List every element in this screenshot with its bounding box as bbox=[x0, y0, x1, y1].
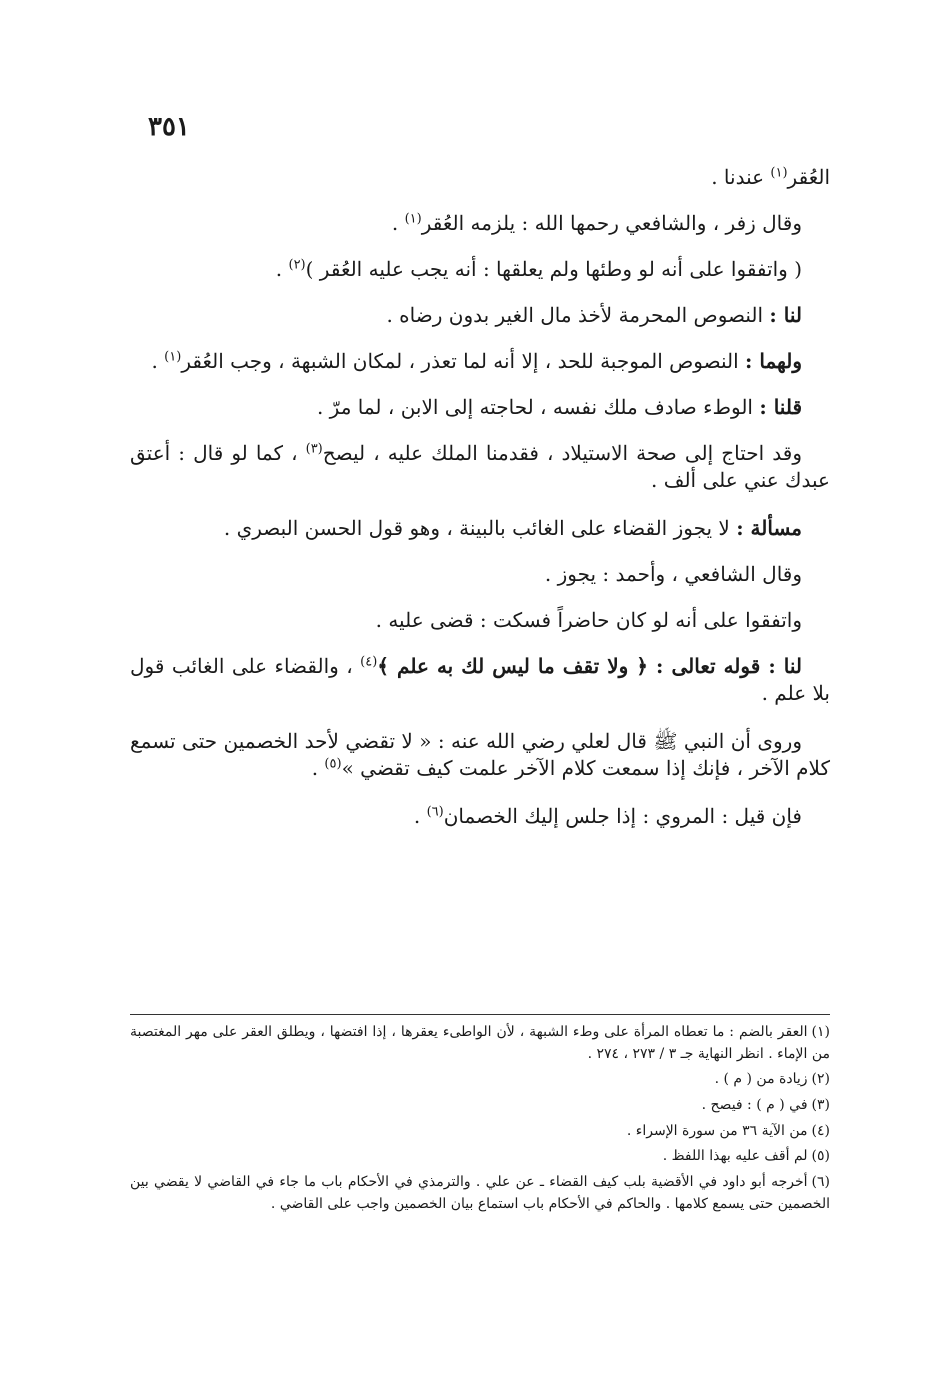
paragraph bbox=[130, 256, 830, 283]
quran-verse: قوله تعالى : ﴿ ولا تقف ما ليس لك به علم ﴾ bbox=[377, 654, 769, 678]
footnote bbox=[130, 1095, 830, 1117]
footnote bbox=[130, 1172, 830, 1215]
paragraph bbox=[130, 302, 830, 329]
paragraph-text: وقال الشافعي ، وأحمد : يجوز . bbox=[544, 562, 802, 586]
paragraph-text: ( واتفقوا على أنه لو وطئها ولم يعلقها : أنه يجب عليه العُقر ) bbox=[305, 257, 802, 281]
paragraph-tail: . bbox=[311, 756, 325, 780]
footnote bbox=[130, 1146, 830, 1168]
paragraph-tail: . bbox=[391, 211, 405, 235]
paragraph bbox=[130, 394, 830, 421]
footnote-number: (٦) bbox=[811, 1174, 830, 1191]
paragraph-text: واتفقوا على أنه لو كان حاضراً فسكت : قضى عليه . bbox=[375, 608, 802, 632]
footnote-ref: (١) bbox=[404, 211, 422, 227]
footnote-number: (٣) bbox=[811, 1097, 830, 1114]
paragraph-text: الوطء صادف ملك نفسه ، لحاجته إلى الابن ، لما مرّ . bbox=[316, 395, 760, 419]
paragraph bbox=[130, 210, 830, 237]
footnote bbox=[130, 1121, 830, 1143]
footnote-text: أخرجه أبو داود في الأقضية بلب كيف القضاء ـ عن علي . والترمذي في الأحكام باب ما جاء في القاضي لا يقضي بين الخصمين حتى يسمع كلامها . والحاكم في الأحكام باب استماع بيان الخصمين واجب على القاضي . bbox=[130, 1174, 830, 1212]
footnote-text: لم أقف عليه بهذا اللفظ . bbox=[662, 1148, 808, 1165]
footnote-ref: (٢) bbox=[288, 257, 306, 273]
footnote-ref: (١) bbox=[164, 349, 182, 365]
footnote-ref: (٤) bbox=[360, 654, 378, 670]
footnote-number: (٢) bbox=[811, 1071, 830, 1088]
footnote-number: (٤) bbox=[811, 1122, 830, 1139]
paragraph-lead: لنا : bbox=[768, 654, 802, 678]
paragraph-lead: ولهما : bbox=[745, 349, 802, 373]
footnote-number: (٥) bbox=[811, 1148, 830, 1165]
paragraph bbox=[130, 653, 830, 707]
paragraph-tail: . bbox=[151, 349, 165, 373]
footnote bbox=[130, 1069, 830, 1091]
paragraph-text: وقد احتاج إلى صحة الاستيلاد ، فقدمنا الملك عليه ، ليصح bbox=[322, 441, 802, 465]
paragraph-lead: مسألة : bbox=[736, 516, 802, 540]
paragraph-text: النصوص المحرمة لأخذ مال الغير بدون رضاه . bbox=[386, 303, 770, 327]
paragraph bbox=[130, 607, 830, 634]
paragraph-text: العُقر bbox=[787, 165, 830, 189]
paragraph-lead: قلنا : bbox=[759, 395, 802, 419]
paragraph bbox=[130, 728, 830, 782]
page-number: ٣٥١ bbox=[148, 112, 190, 142]
paragraph-tail: . bbox=[275, 257, 289, 281]
paragraph bbox=[130, 440, 830, 494]
paragraph bbox=[130, 561, 830, 588]
paragraph-text: لا يجوز القضاء على الغائب بالبينة ، وهو قول الحسن البصري . bbox=[223, 516, 737, 540]
paragraph bbox=[130, 803, 830, 830]
footnote-ref: (٥) bbox=[324, 756, 342, 772]
paragraph-tail: عندنا . bbox=[711, 165, 771, 189]
paragraph-tail: ، كما لو قال : أعتق عبدك عني على ألف . bbox=[130, 441, 830, 492]
footnote-text: العقر بالضم : ما تعطاه المرأة على وطء الشبهة ، لأن الواطىء يعقرها ، إذا افتضها ، ويطلق العقر على مهر المغتصبة من الإماء . انظر النهاية جـ ٣ / ٢٧٣ ، ٢٧٤ . bbox=[130, 1024, 830, 1062]
paragraph-text: وقال زفر ، والشافعي رحمها الله : يلزمه العُقر bbox=[421, 211, 802, 235]
paragraph-text: وروى أن النبي ﷺ قال لعلي رضي الله عنه : « لا تقضي لأحد الخصمين حتى تسمع كلام الآخر ، فإنك إذا سمعت كلام الآخر علمت كيف تقضي » bbox=[130, 729, 830, 780]
footnote bbox=[130, 1022, 830, 1065]
paragraph bbox=[130, 164, 830, 191]
paragraph-tail: ، والقضاء على الغائب قول بلا علم . bbox=[130, 654, 830, 705]
footnote-text: من الآية ٣٦ من سورة الإسراء . bbox=[626, 1122, 808, 1139]
paragraph-tail: . bbox=[413, 804, 427, 828]
footnote-text: زيادة من ( م ) . bbox=[714, 1071, 808, 1088]
footnotes bbox=[130, 1022, 830, 1220]
footnote-separator bbox=[130, 1014, 830, 1015]
footnote-ref: (٦) bbox=[426, 804, 444, 820]
paragraph-lead: لنا : bbox=[769, 303, 802, 327]
paragraph bbox=[130, 348, 830, 375]
paragraph bbox=[130, 515, 830, 542]
main-text bbox=[130, 164, 830, 849]
paragraph-text: النصوص الموجبة للحد ، إلا أنه لما تعذر ، لمكان الشبهة ، وجب العُقر bbox=[181, 349, 746, 373]
paragraph-text: فإن قيل : المروي : إذا جلس إليك الخصمان bbox=[443, 804, 802, 828]
footnote-ref: (١) bbox=[770, 165, 788, 181]
footnote-ref: (٣) bbox=[305, 441, 323, 457]
footnote-text: في ( م ) : فيصح . bbox=[701, 1097, 808, 1114]
footnote-number: (١) bbox=[811, 1024, 830, 1040]
